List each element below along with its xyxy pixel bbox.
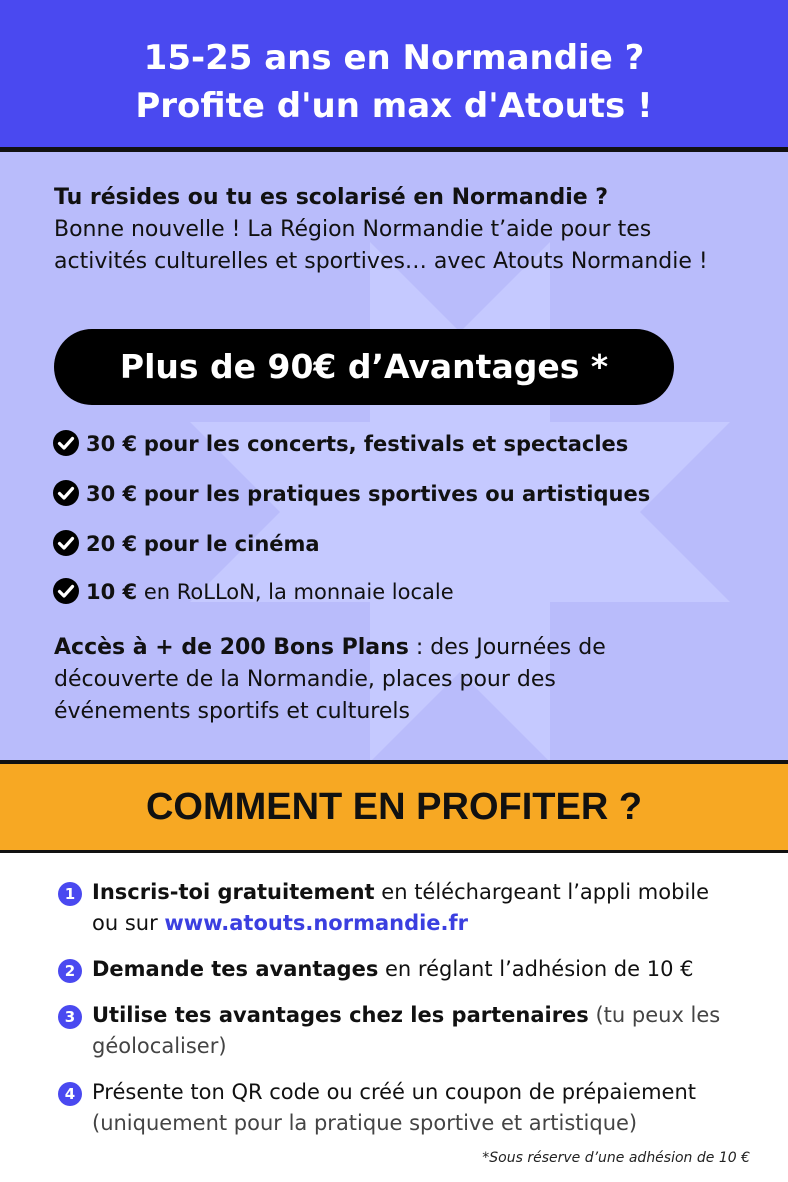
bons-plans-paragraph [54, 632, 694, 728]
step-detail: Présente ton QR code ou créé un coupon de prépaiement [92, 1080, 697, 1104]
advantage-amount: 20 € [86, 532, 138, 556]
step-item [58, 954, 738, 985]
header-title-line1: 15-25 ans en Normandie ? [143, 38, 645, 78]
check-circle-icon [52, 429, 80, 457]
footnote: *Sous réserve d’une adhésion de 10 € [482, 1150, 750, 1166]
step-detail: en réglant l’adhésion de 10 € [378, 957, 694, 981]
divider [0, 850, 788, 853]
check-circle-icon [52, 529, 80, 557]
bons-plans-text: : des Journées de découverte de la Normandie, places pour des événements sportifs et culturels [54, 635, 606, 724]
advantage-text: pour les concerts, festivals et spectacles [143, 432, 629, 456]
intro-question: Tu résides ou tu es scolarisé en Normandie ? [54, 185, 609, 210]
step-note: (uniquement pour la pratique sportive et artistique) [92, 1111, 638, 1135]
intro-text: Bonne nouvelle ! La Région Normandie t’aide pour tes activités culturelles et sportives… avec Atouts Normandie ! [54, 217, 708, 274]
bons-plans-title: Accès à + de 200 Bons Plans [54, 635, 409, 660]
advantage-amount: 30 € [86, 432, 138, 456]
check-circle-icon [52, 479, 80, 507]
step-item [58, 1077, 738, 1139]
advantage-amount: 30 € [86, 482, 138, 506]
step-text [92, 1077, 738, 1139]
intro-paragraph [54, 182, 714, 278]
advantage-text: pour les pratiques sportives ou artistiques [143, 482, 651, 506]
header-title-line2: Profite d'un max d'Atouts ! [135, 86, 653, 126]
advantage-text: pour le cinéma [143, 532, 320, 556]
advantage-item [52, 528, 320, 560]
step-text [92, 1000, 738, 1062]
step-bold: Inscris-toi gratuitement [92, 880, 375, 904]
step-number-badge: 2 [58, 959, 82, 983]
advantage-item [52, 576, 454, 608]
header-banner [0, 0, 788, 147]
step-bold: Utilise tes avantages chez les partenaires [92, 1003, 589, 1027]
advantage-item [52, 478, 650, 510]
advantage-text: en RoLLoN, la monnaie locale [143, 580, 454, 604]
step-number-badge: 1 [58, 882, 82, 906]
step-item [58, 1000, 738, 1062]
step-detail: en téléchargeant l’appli mobile ou sur [92, 880, 710, 935]
website-link[interactable]: www.atouts.normandie.fr [164, 911, 469, 935]
advantage-item [52, 428, 628, 460]
benefits-section [0, 152, 788, 760]
advantages-pill: Plus de 90€ d’Avantages * [54, 329, 674, 405]
step-detail: (tu peux les géolocaliser) [92, 1003, 721, 1058]
step-number-badge: 3 [58, 1005, 82, 1029]
check-circle-icon [52, 577, 80, 605]
step-bold: Demande tes avantages [92, 957, 379, 981]
how-to-banner: COMMENT EN PROFITER ? [0, 764, 788, 850]
step-text [92, 877, 738, 939]
step-item [58, 877, 738, 939]
step-number-badge: 4 [58, 1082, 82, 1106]
step-text [92, 954, 738, 985]
advantage-amount: 10 € [86, 580, 138, 604]
